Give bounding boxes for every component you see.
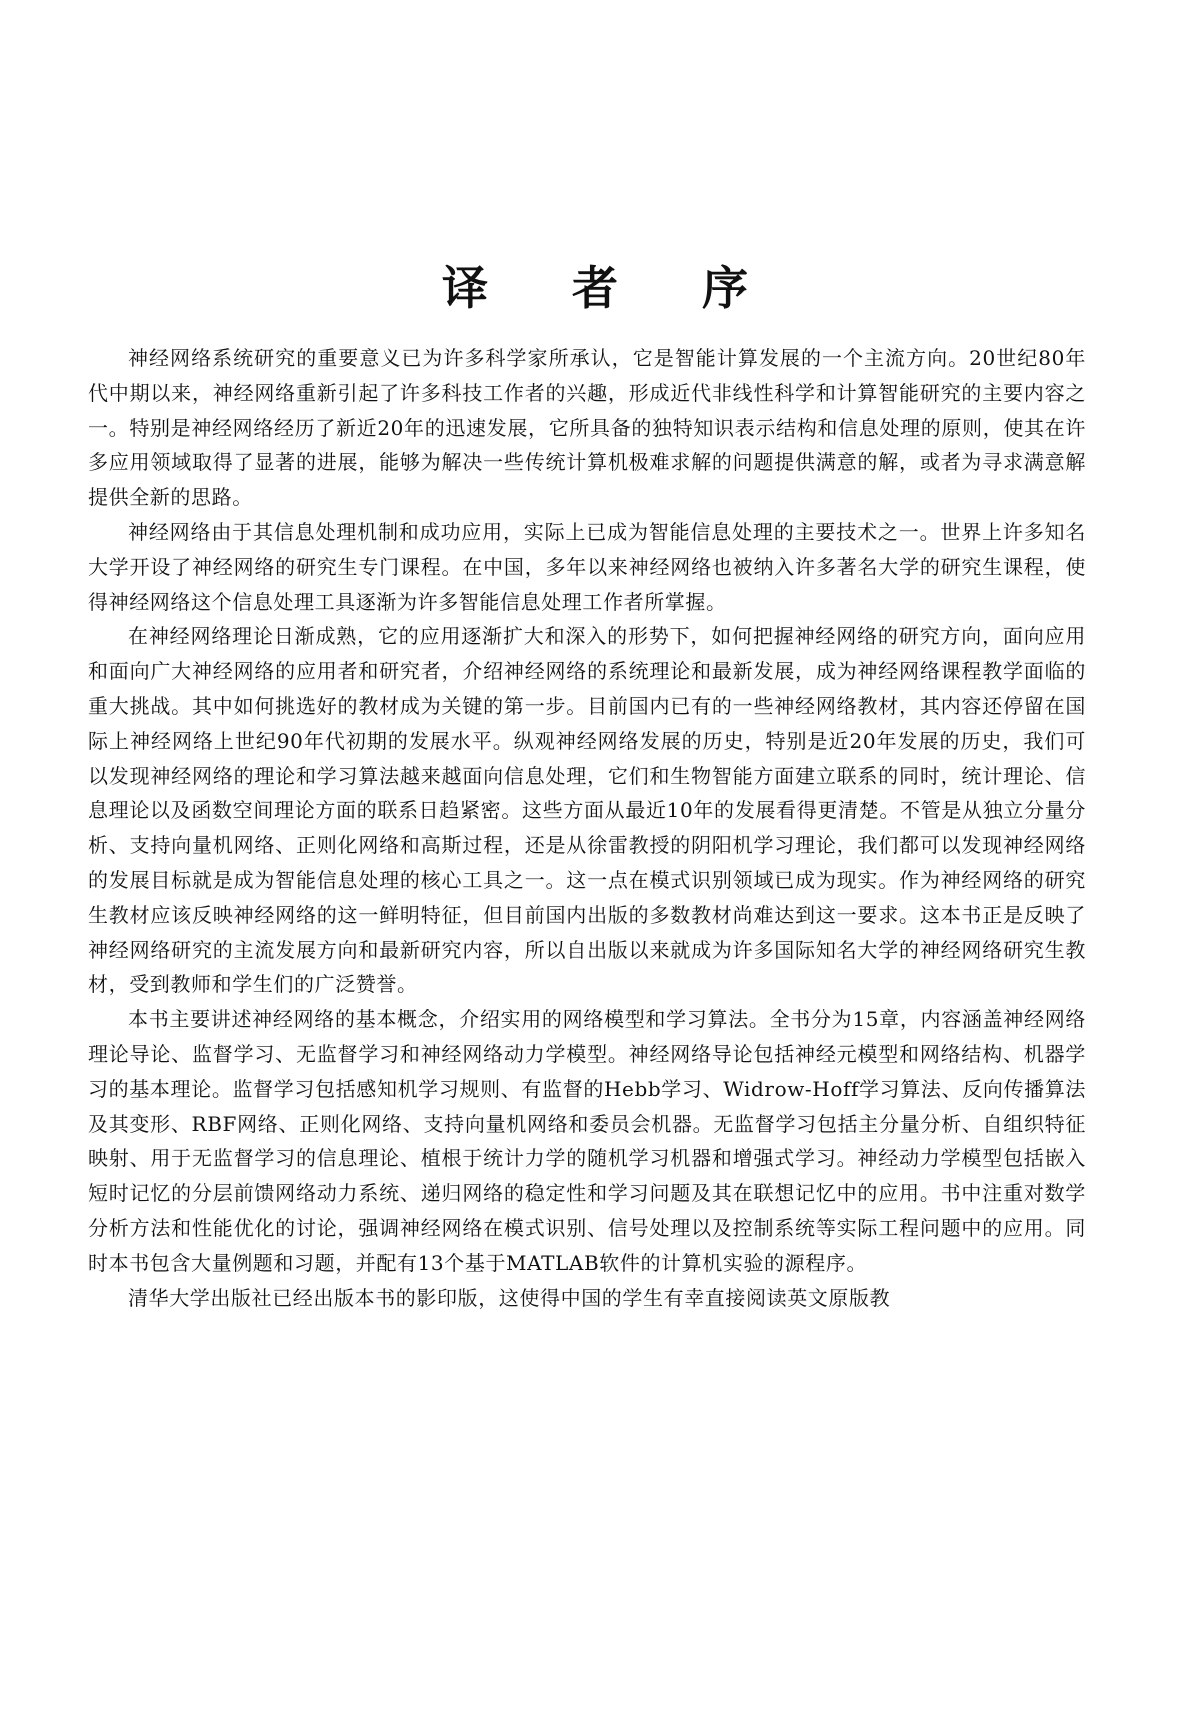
paragraph-1: 神经网络系统研究的重要意义已为许多科学家所承认，它是智能计算发展的一个主流方向。20世纪80年代中期以来，神经网络重新引起了许多科技工作者的兴趣，形成近代非线性科学和计算智能研究的主要内容之一。特别是神经网络经历了新近20年的迅速发展，它所具备的独特知识表示结构和信息处理的原则，使其在许多应用领域取得了显著的进展，能够为解决一些传统计算机极难求解的问题提供满意的解，或者为寻求满意解提供全新的思路。	[88, 346, 1086, 510]
preface-body	[88, 341, 1086, 1315]
paragraph-4: 本书主要讲述神经网络的基本概念，介绍实用的网络模型和学习算法。全书分为15章，内容涵盖神经网络理论导论、监督学习、无监督学习和神经网络动力学模型。神经网络导论包括神经元模型和网络结构、机器学习的基本理论。监督学习包括感知机学习规则、有监督的Hebb学习、Widrow-Hoff学习算法、反向传播算法及其变形、RBF网络、正则化网络、支持向量机网络和委员会机器。无监督学习包括主分量分析、自组织特征映射、用于无监督学习的信息理论、植根于统计力学的随机学习机器和增强式学习。神经动力学模型包括嵌入短时记忆的分层前馈网络动力系统、递归网络的稳定性和学习问题及其在联想记忆中的应用。书中注重对数学分析方法和性能优化的讨论，强调神经网络在模式识别、信号处理以及控制系统等实际工程问题中的应用。同时本书包含大量例题和习题，并配有13个基于MATLAB软件的计算机实验的源程序。	[88, 1007, 1086, 1275]
page-title: 译 者 序	[441, 261, 783, 315]
paragraph-5: 清华大学出版社已经出版本书的影印版，这使得中国的学生有幸直接阅读英文原版教	[128, 1285, 891, 1310]
paragraph-3: 在神经网络理论日渐成熟，它的应用逐渐扩大和深入的形势下，如何把握神经网络的研究方向，面向应用和面向广大神经网络的应用者和研究者，介绍神经网络的系统理论和最新发展，成为神经网络课程教学面临的重大挑战。其中如何挑选好的教材成为关键的第一步。目前国内已有的一些神经网络教材，其内容还停留在国际上神经网络上世纪90年代初期的发展水平。纵观神经网络发展的历史，特别是近20年发展的历史，我们可以发现神经网络的理论和学习算法越来越面向信息处理，它们和生物智能方面建立联系的同时，统计理论、信息理论以及函数空间理论方面的联系日趋紧密。这些方面从最近10年的发展看得更清楚。不管是从独立分量分析、支持向量机网络、正则化网络和高斯过程，还是从徐雷教授的阴阳机学习理论，我们都可以发现神经网络的发展目标就是成为智能信息处理的核心工具之一。这一点在模式识别领域已成为现实。作为神经网络的研究生教材应该反映神经网络的这一鲜明特征，但目前国内出版的多数教材尚难达到这一要求。这本书正是反映了神经网络研究的主流发展方向和最新研究内容，所以自出版以来就成为许多国际知名大学的神经网络研究生教材，受到教师和学生们的广泛赞誉。	[88, 624, 1086, 997]
paragraph-2: 神经网络由于其信息处理机制和成功应用，实际上已成为智能信息处理的主要技术之一。世界上许多知名大学开设了神经网络的研究生专门课程。在中国，多年以来神经网络也被纳入许多著名大学的研究生课程，使得神经网络这个信息处理工具逐渐为许多智能信息处理工作者所掌握。	[88, 519, 1086, 614]
